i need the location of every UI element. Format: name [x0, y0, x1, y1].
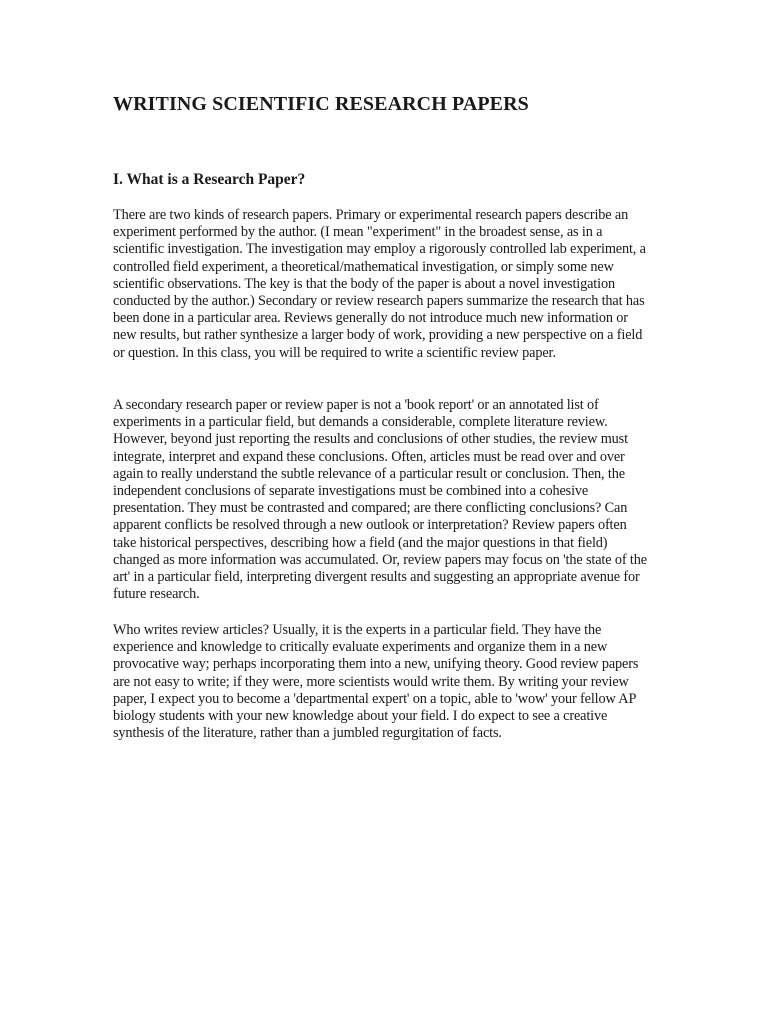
paragraph-review-paper-description: A secondary research paper or review paper is not a 'book report' or an annotated list of experiments in a particular field, but demands a considerable, complete literature review. However, beyond just reporting the results and conclusions of other studies, the review must integrate, interpret and expand these conclusions. Often, articles must be read over and over again to really understand the subtle relevance of a particular result or conclusion. Then, the independent conclusions of separate investigations must be combined into a cohesive presentation. They must be contrasted and compared; are there conflicting conclusions? Can apparent conflicts be resolved through a new outlook or interpretation? Review papers often take historical perspectives, describing how a field (and the major questions in that field) changed as more information was accumulated. Or, review papers may focus on 'the state of the art' in a particular field, interpreting divergent results and suggesting an appropriate avenue for future research. — [113, 397, 647, 603]
document-title: WRITING SCIENTIFIC RESEARCH PAPERS — [113, 93, 529, 115]
paragraph-primary-vs-review: There are two kinds of research papers. Primary or experimental research papers describe an experiment performed by the author. (I mean "experiment" in the broadest sense, as in a scientific investigation. The investigation may employ a rigorously controlled lab experiment, a controlled field experiment, a theoretical/mathematical investigation, or simply some new scientific observations. The key is that the body of the paper is about a novel investigation conducted by the author.) Secondary or review research papers summarize the research that has been done in a particular area. Reviews generally do not introduce much new information or new results, but rather synthesize a larger body of work, providing a new perspective on a field or question. In this class, you will be required to write a scientific review paper. — [113, 207, 646, 361]
paragraph-who-writes-reviews: Who writes review articles? Usually, it is the experts in a particular field. They have the experience and knowledge to critically evaluate experiments and organize them in a new provocative way; perhaps incorporating them into a new, unifying theory. Good review papers are not easy to write; if they were, more scientists would write them. By writing your review paper, I expect you to become a 'departmental expert' on a topic, able to 'wow' your fellow AP biology students with your new knowledge about your field. I do expect to see a creative synthesis of the literature, rather than a jumbled regurgitation of facts. — [113, 622, 639, 742]
section-heading: I. What is a Research Paper? — [113, 171, 306, 188]
